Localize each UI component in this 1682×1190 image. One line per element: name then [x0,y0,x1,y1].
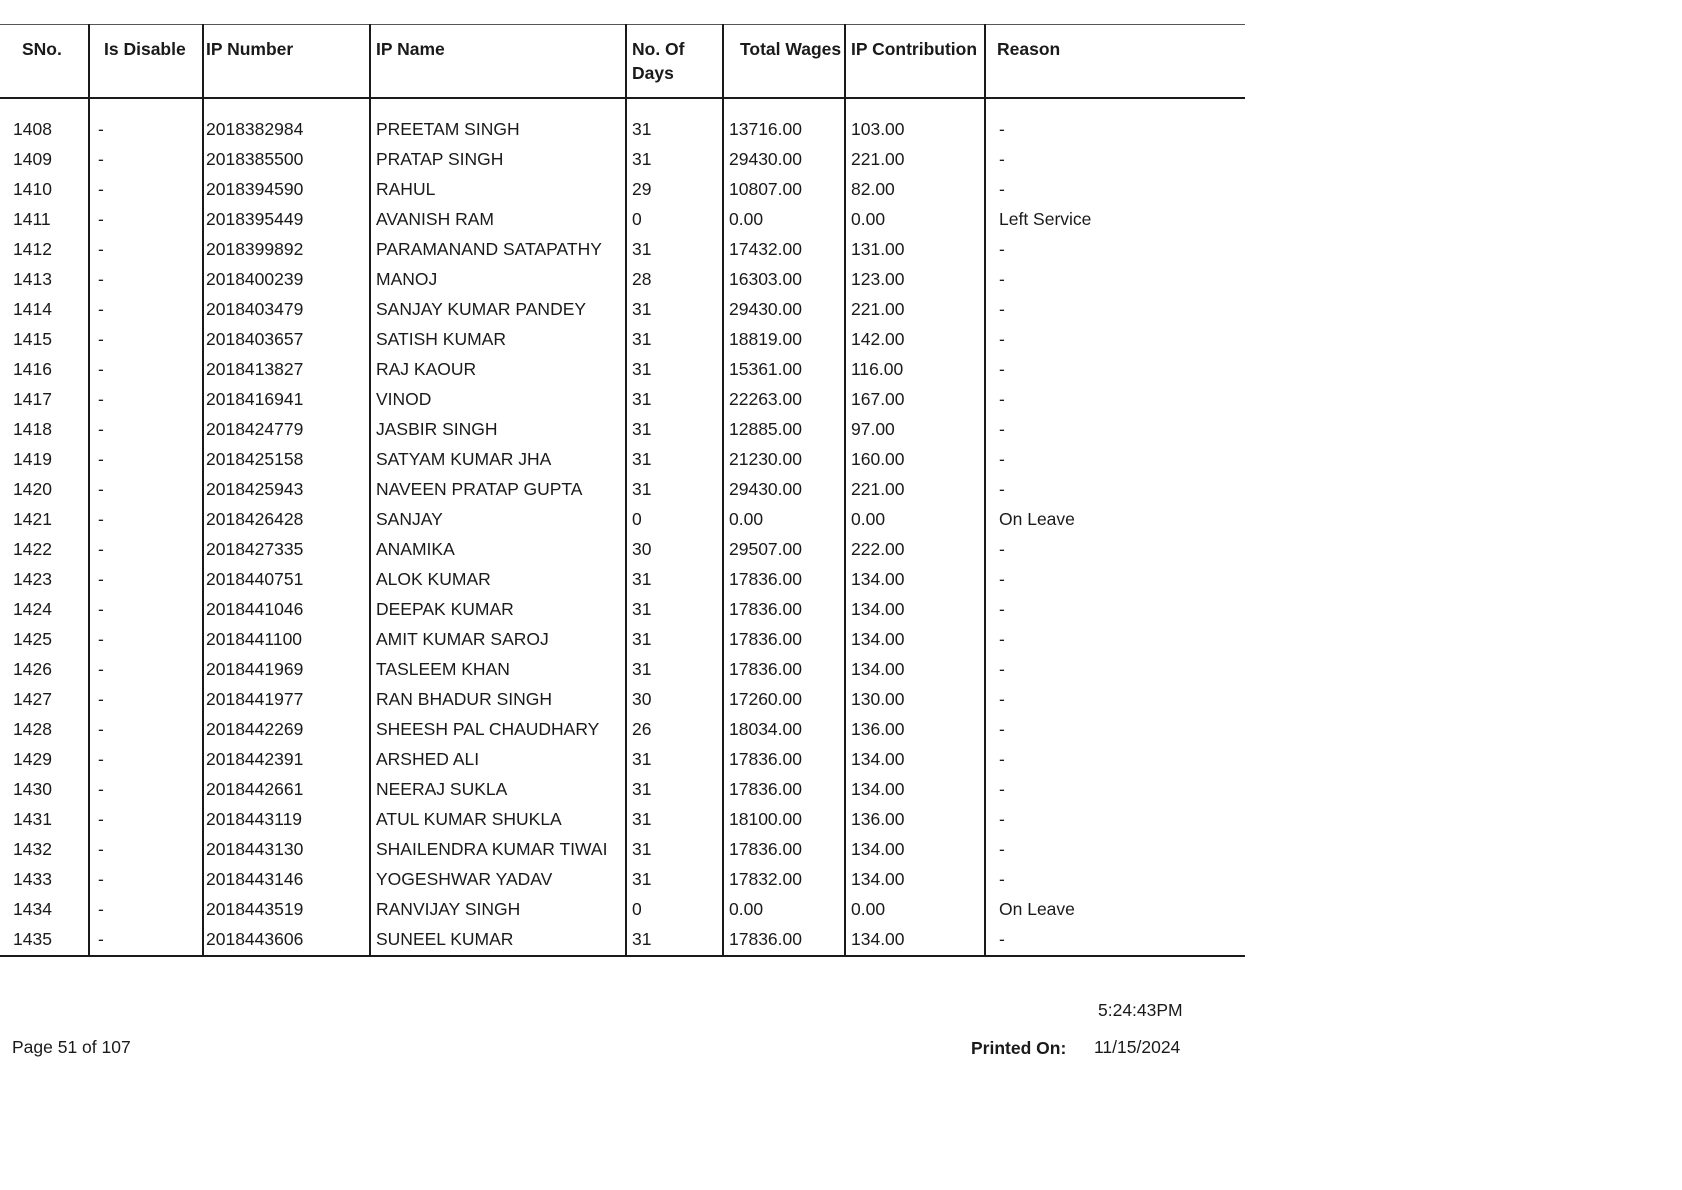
cell-ip-contribution: 134.00 [845,865,985,895]
cell-no-of-days: 31 [626,115,723,145]
cell-sno: 1413 [13,269,52,289]
cell-is-disable: - [89,295,203,325]
cell-total-wages: 18100.00 [723,805,845,835]
cell-is-disable: - [89,115,203,145]
cell-reason: - [985,325,1245,355]
cell-ip-contribution: 134.00 [845,775,985,805]
cell-is-disable: - [89,835,203,865]
cell-is-disable: - [89,685,203,715]
cell-ip-name: JASBIR SINGH [370,415,626,445]
cell-reason: - [985,775,1245,805]
cell-ip-name: MANOJ [370,265,626,295]
cell-ip-name: SATYAM KUMAR JHA [370,445,626,475]
cell-ip-number: 2018443146 [203,865,370,895]
cell-no-of-days: 31 [626,235,723,265]
cell-sno: 1410 [13,179,52,199]
cell-sno: 1433 [13,869,52,889]
cell-ip-contribution: 134.00 [845,595,985,625]
table-row [0,505,1245,535]
contribution-table [0,24,1245,957]
cell-no-of-days: 0 [626,505,723,535]
cell-no-of-days: 30 [626,685,723,715]
cell-total-wages: 17836.00 [723,775,845,805]
cell-total-wages: 17836.00 [723,655,845,685]
cell-is-disable: - [89,175,203,205]
cell-is-disable: - [89,595,203,625]
table-row [0,805,1245,835]
cell-ip-name: DEEPAK KUMAR [370,595,626,625]
cell-is-disable: - [89,205,203,235]
table-row [0,925,1245,956]
cell-total-wages: 17832.00 [723,865,845,895]
cell-ip-number: 2018403657 [203,325,370,355]
cell-ip-contribution: 82.00 [845,175,985,205]
cell-ip-contribution: 142.00 [845,325,985,355]
cell-sno: 1423 [13,569,52,589]
cell-no-of-days: 31 [626,775,723,805]
cell-ip-contribution: 0.00 [845,505,985,535]
cell-sno: 1416 [13,359,52,379]
cell-sno: 1418 [13,419,52,439]
cell-no-of-days: 31 [626,415,723,445]
cell-is-disable: - [89,475,203,505]
column-header-ip-contribution: IP Contribution [845,25,985,99]
column-header-reason: Reason [985,25,1245,99]
table-row [0,745,1245,775]
cell-ip-contribution: 97.00 [845,415,985,445]
cell-total-wages: 17432.00 [723,235,845,265]
cell-total-wages: 16303.00 [723,265,845,295]
cell-ip-name: ALOK KUMAR [370,565,626,595]
cell-sno: 1411 [13,209,51,229]
cell-ip-name: RANVIJAY SINGH [370,895,626,925]
cell-ip-number: 2018443130 [203,835,370,865]
cell-no-of-days: 28 [626,265,723,295]
cell-reason: - [985,475,1245,505]
cell-is-disable: - [89,385,203,415]
cell-ip-contribution: 221.00 [845,475,985,505]
cell-ip-number: 2018413827 [203,355,370,385]
cell-sno: 1427 [13,689,52,709]
cell-reason: On Leave [985,895,1245,925]
table-row [0,895,1245,925]
cell-total-wages: 17836.00 [723,595,845,625]
column-header-is-disable: Is Disable [89,25,203,99]
cell-ip-contribution: 134.00 [845,625,985,655]
cell-ip-contribution: 167.00 [845,385,985,415]
cell-total-wages: 17836.00 [723,565,845,595]
cell-reason: - [985,655,1245,685]
cell-total-wages: 0.00 [723,505,845,535]
cell-ip-name: AVANISH RAM [370,205,626,235]
cell-ip-name: NEERAJ SUKLA [370,775,626,805]
footer-page-number: Page 51 of 107 [12,1037,131,1057]
cell-total-wages: 29430.00 [723,145,845,175]
cell-total-wages: 10807.00 [723,175,845,205]
cell-is-disable: - [89,655,203,685]
cell-ip-number: 2018424779 [203,415,370,445]
cell-ip-number: 2018427335 [203,535,370,565]
cell-ip-name: SATISH KUMAR [370,325,626,355]
cell-total-wages: 22263.00 [723,385,845,415]
cell-ip-contribution: 134.00 [845,565,985,595]
cell-sno: 1428 [13,719,52,739]
cell-ip-name: ANAMIKA [370,535,626,565]
cell-sno: 1412 [13,239,52,259]
cell-no-of-days: 31 [626,595,723,625]
cell-reason: - [985,235,1245,265]
table-row [0,385,1245,415]
cell-is-disable: - [89,565,203,595]
table-row [0,565,1245,595]
table-row [0,205,1245,235]
cell-reason: - [985,295,1245,325]
column-header-sno: SNo. [22,39,62,59]
cell-no-of-days: 0 [626,205,723,235]
table-row [0,355,1245,385]
cell-ip-contribution: 134.00 [845,835,985,865]
cell-ip-number: 2018442269 [203,715,370,745]
cell-reason: - [985,625,1245,655]
cell-ip-name: RAHUL [370,175,626,205]
cell-ip-name: ARSHED ALI [370,745,626,775]
cell-reason: Left Service [985,205,1245,235]
cell-ip-name: AMIT KUMAR SAROJ [370,625,626,655]
table-row [0,475,1245,505]
footer-print-time: 5:24:43PM [1098,1000,1183,1020]
cell-ip-name: SHEESH PAL CHAUDHARY [370,715,626,745]
cell-total-wages: 0.00 [723,205,845,235]
cell-sno: 1419 [13,449,52,469]
table-row [0,715,1245,745]
cell-reason: - [985,445,1245,475]
cell-is-disable: - [89,925,203,956]
table-row [0,295,1245,325]
cell-ip-number: 2018441100 [203,625,370,655]
cell-ip-name: ATUL KUMAR SHUKLA [370,805,626,835]
cell-reason: - [985,115,1245,145]
cell-no-of-days: 29 [626,175,723,205]
cell-ip-number: 2018441977 [203,685,370,715]
cell-sno: 1429 [13,749,52,769]
cell-reason: - [985,865,1245,895]
cell-total-wages: 29430.00 [723,475,845,505]
cell-ip-name: SHAILENDRA KUMAR TIWAI [370,835,626,865]
cell-sno: 1421 [13,509,52,529]
cell-sno: 1409 [13,149,52,169]
cell-ip-contribution: 123.00 [845,265,985,295]
column-header-ip-number: IP Number [203,25,370,99]
cell-ip-name: NAVEEN PRATAP GUPTA [370,475,626,505]
cell-ip-number: 2018416941 [203,385,370,415]
cell-sno: 1424 [13,599,52,619]
cell-ip-number: 2018426428 [203,505,370,535]
cell-no-of-days: 31 [626,565,723,595]
cell-ip-contribution: 222.00 [845,535,985,565]
cell-sno: 1431 [13,809,52,829]
cell-ip-number: 2018394590 [203,175,370,205]
cell-ip-number: 2018442391 [203,745,370,775]
cell-reason: - [985,265,1245,295]
cell-ip-number: 2018395449 [203,205,370,235]
cell-reason: - [985,805,1245,835]
column-header-no-of-days: No. Of Days [626,25,723,99]
cell-total-wages: 18819.00 [723,325,845,355]
cell-sno: 1417 [13,389,52,409]
cell-is-disable: - [89,865,203,895]
cell-total-wages: 17836.00 [723,745,845,775]
cell-reason: On Leave [985,505,1245,535]
cell-ip-name: SANJAY [370,505,626,535]
cell-is-disable: - [89,445,203,475]
cell-no-of-days: 31 [626,925,723,956]
cell-no-of-days: 31 [626,835,723,865]
cell-ip-contribution: 131.00 [845,235,985,265]
table-row [0,175,1245,205]
cell-sno: 1435 [0,925,89,956]
table-row [0,535,1245,565]
cell-reason: - [985,385,1245,415]
table-row [0,235,1245,265]
cell-is-disable: - [89,265,203,295]
cell-ip-number: 2018441969 [203,655,370,685]
cell-reason: - [985,715,1245,745]
cell-ip-name: RAN BHADUR SINGH [370,685,626,715]
cell-total-wages: 29430.00 [723,295,845,325]
cell-ip-number: 2018443519 [203,895,370,925]
cell-ip-name: PREETAM SINGH [370,115,626,145]
cell-total-wages: 17836.00 [723,625,845,655]
cell-total-wages: 29507.00 [723,535,845,565]
cell-no-of-days: 31 [626,625,723,655]
cell-sno: 1426 [13,659,52,679]
table-spacer-row [0,98,1245,115]
cell-no-of-days: 31 [626,865,723,895]
cell-ip-number: 2018403479 [203,295,370,325]
table-row [0,595,1245,625]
cell-ip-contribution: 136.00 [845,805,985,835]
table-row [0,115,1245,145]
cell-ip-number: 2018425158 [203,445,370,475]
cell-is-disable: - [89,745,203,775]
cell-ip-contribution: 136.00 [845,715,985,745]
cell-ip-name: YOGESHWAR YADAV [370,865,626,895]
cell-is-disable: - [89,715,203,745]
cell-ip-contribution: 103.00 [845,115,985,145]
cell-ip-name: PRATAP SINGH [370,145,626,175]
cell-no-of-days: 31 [626,295,723,325]
cell-ip-name: SUNEEL KUMAR [370,925,626,956]
cell-is-disable: - [89,535,203,565]
cell-no-of-days: 30 [626,535,723,565]
cell-is-disable: - [89,895,203,925]
column-header-ip-name: IP Name [370,25,626,99]
cell-ip-name: PARAMANAND SATAPATHY [370,235,626,265]
cell-reason: - [985,175,1245,205]
cell-sno: 1422 [13,539,52,559]
cell-total-wages: 15361.00 [723,355,845,385]
cell-total-wages: 21230.00 [723,445,845,475]
cell-sno: 1420 [13,479,52,499]
cell-reason: - [985,595,1245,625]
footer-printed-date: 11/15/2024 [1094,1037,1181,1057]
cell-ip-number: 2018443606 [203,925,370,956]
cell-no-of-days: 31 [626,325,723,355]
cell-reason: - [985,355,1245,385]
cell-total-wages: 17836.00 [723,835,845,865]
cell-ip-number: 2018441046 [203,595,370,625]
table-row [0,835,1245,865]
cell-ip-number: 2018385500 [203,145,370,175]
table-row [0,415,1245,445]
cell-is-disable: - [89,805,203,835]
cell-ip-name: TASLEEM KHAN [370,655,626,685]
cell-reason: - [985,145,1245,175]
table-row [0,625,1245,655]
cell-ip-contribution: 134.00 [845,925,985,956]
cell-reason: - [985,745,1245,775]
cell-ip-number: 2018440751 [203,565,370,595]
cell-is-disable: - [89,415,203,445]
cell-ip-contribution: 134.00 [845,745,985,775]
cell-ip-contribution: 0.00 [845,895,985,925]
cell-ip-contribution: 116.00 [845,355,985,385]
cell-reason: - [985,415,1245,445]
cell-no-of-days: 31 [626,745,723,775]
cell-total-wages: 0.00 [723,895,845,925]
cell-no-of-days: 31 [626,145,723,175]
cell-total-wages: 17260.00 [723,685,845,715]
cell-reason: - [985,565,1245,595]
cell-is-disable: - [89,145,203,175]
cell-ip-contribution: 160.00 [845,445,985,475]
cell-ip-number: 2018425943 [203,475,370,505]
table-body [0,98,1245,956]
cell-no-of-days: 31 [626,445,723,475]
cell-reason: - [985,835,1245,865]
cell-ip-contribution: 130.00 [845,685,985,715]
cell-ip-name: SANJAY KUMAR PANDEY [370,295,626,325]
cell-ip-contribution: 0.00 [845,205,985,235]
cell-ip-name: RAJ KAOUR [370,355,626,385]
cell-is-disable: - [89,355,203,385]
cell-no-of-days: 31 [626,355,723,385]
cell-is-disable: - [89,505,203,535]
cell-sno: 1408 [13,119,52,139]
cell-no-of-days: 31 [626,805,723,835]
cell-sno: 1432 [13,839,52,859]
table-row [0,775,1245,805]
cell-reason: - [985,925,1245,956]
cell-sno: 1414 [13,299,52,319]
cell-no-of-days: 31 [626,475,723,505]
cell-ip-name: VINOD [370,385,626,415]
cell-reason: - [985,535,1245,565]
footer-printed-on-label: Printed On: [971,1038,1067,1058]
cell-reason: - [985,685,1245,715]
cell-ip-contribution: 221.00 [845,295,985,325]
table-row [0,265,1245,295]
table-header-row [0,25,1245,99]
cell-no-of-days: 0 [626,895,723,925]
table-row [0,865,1245,895]
table-row [0,685,1245,715]
cell-no-of-days: 31 [626,385,723,415]
cell-is-disable: - [89,775,203,805]
cell-sno: 1430 [13,779,52,799]
cell-ip-number: 2018443119 [203,805,370,835]
cell-ip-number: 2018400239 [203,265,370,295]
cell-no-of-days: 31 [626,655,723,685]
cell-ip-number: 2018382984 [203,115,370,145]
cell-total-wages: 12885.00 [723,415,845,445]
table-row [0,325,1245,355]
table-row [0,145,1245,175]
cell-no-of-days: 26 [626,715,723,745]
cell-total-wages: 13716.00 [723,115,845,145]
cell-sno: 1434 [13,899,52,919]
table-row [0,445,1245,475]
cell-is-disable: - [89,625,203,655]
cell-total-wages: 17836.00 [723,925,845,956]
cell-total-wages: 18034.00 [723,715,845,745]
cell-is-disable: - [89,325,203,355]
cell-ip-contribution: 134.00 [845,655,985,685]
table-row [0,655,1245,685]
cell-ip-number: 2018442661 [203,775,370,805]
column-header-total-wages: Total Wages [723,25,845,99]
cell-ip-contribution: 221.00 [845,145,985,175]
cell-is-disable: - [89,235,203,265]
cell-sno: 1415 [13,329,52,349]
cell-sno: 1425 [13,629,52,649]
cell-ip-number: 2018399892 [203,235,370,265]
